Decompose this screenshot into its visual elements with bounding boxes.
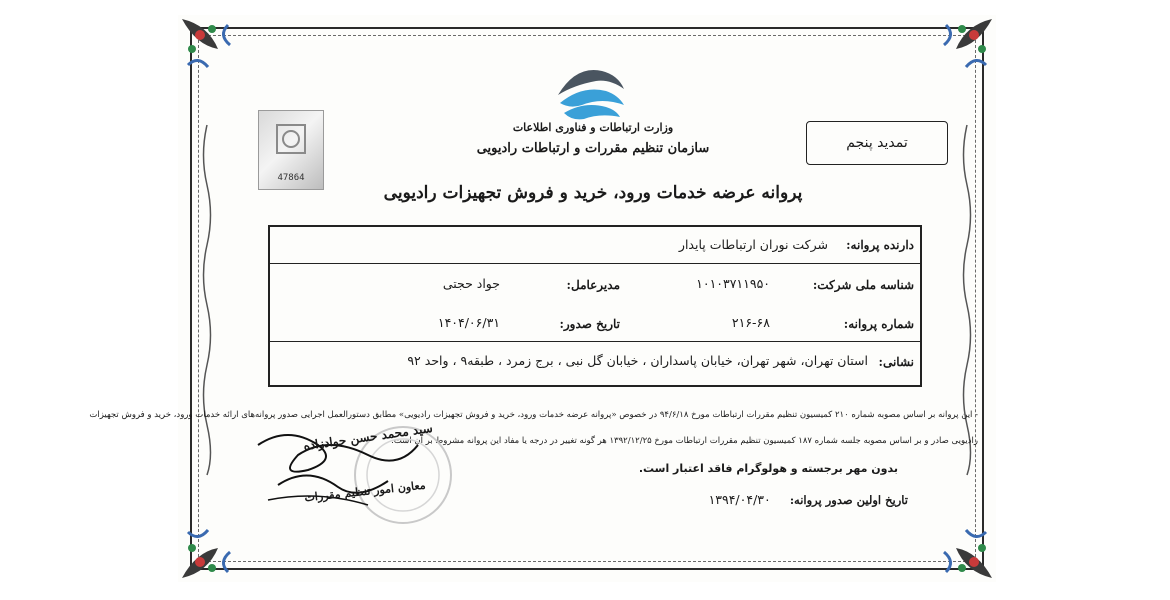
- side-ornament-icon: [960, 125, 974, 475]
- corner-ornament-icon: [926, 15, 996, 85]
- ministry-name: وزارت ارتباطات و فناوری اطلاعات: [512, 121, 674, 134]
- ceo-value: جواد حجتی: [442, 276, 500, 291]
- corner-ornament-icon: [178, 512, 248, 582]
- holder-value: شرکت نوران ارتباطات پایدار: [678, 237, 828, 252]
- table-row: [270, 227, 920, 264]
- signatory-title: معاون امور تنظیم مقررات: [303, 478, 427, 505]
- legal-note-line: رادیویی صادر و بر اساس مصوبه جلسه شماره ۱۸۷ کمیسیون تنظیم مقررات ارتباطات مورخ ۱۳۹۲/۱۲/۲۵ هر گونه تغییر در درجه یا مفاد این پروانه مشروط بر آن است.: [391, 436, 978, 446]
- legal-note-line: - این پروانه بر اساس مصوبه شماره ۲۱۰ کمیسیون تنظیم مقررات ارتباطات مورخ ۹۴/۶/۱۸ در خصوص «پروانه عرضه خدمات ورود، خرید و فروش تجهیزات رادیویی» مطابق دستورالعمل اجرایی صدور پروانه‌های ارائه خدمات ورود، خرید و فروش تجهیزات: [89, 410, 978, 420]
- national-id-label: شناسه ملی شرکت:: [812, 278, 914, 292]
- table-row: [270, 263, 920, 305]
- hologram-sticker: [258, 110, 324, 190]
- ceo-label: مدیرعامل:: [566, 278, 620, 292]
- renewal-badge: تمدید پنجم: [806, 121, 948, 165]
- corner-ornament-icon: [178, 15, 248, 85]
- issue-date-label: تاریخ صدور:: [559, 317, 620, 331]
- hologram-emblem-icon: [273, 121, 309, 157]
- holder-label: دارنده پروانه:: [846, 238, 914, 252]
- address-value: استان تهران، شهر تهران، خیابان پاسداران ، خیابان گل نبی ، برج زمرد ، طبقه۹ ، واحد ۹۲: [407, 353, 868, 368]
- validity-note: بدون مهر برجسته و هولوگرام فاقد اعتبار است.: [638, 462, 898, 475]
- issue-date-value: ۱۴۰۴/۰۶/۳۱: [437, 315, 500, 330]
- organization-name: سازمان تنظیم مقررات و ارتباطات رادیویی: [476, 141, 710, 156]
- certificate-title: پروانه عرضه خدمات ورود، خرید و فروش تجهیزات رادیویی: [383, 183, 803, 203]
- table-row: [270, 341, 920, 385]
- first-issue-label: تاریخ اولین صدور پروانه:: [789, 493, 908, 507]
- license-certificate: [89, 15, 996, 582]
- license-number-value: ۲۱۶-۶۸: [731, 315, 770, 330]
- license-number-label: شماره پروانه:: [843, 317, 914, 331]
- signatory-name: سید محمد حسن جوادزاده: [302, 421, 434, 453]
- license-info-table: [268, 225, 922, 387]
- corner-ornament-icon: [926, 512, 996, 582]
- side-ornament-icon: [200, 125, 214, 475]
- address-label: نشانی:: [878, 355, 914, 369]
- first-issue-value: ۱۳۹۴/۰۴/۳۰: [708, 492, 771, 507]
- national-id-value: ۱۰۱۰۳۷۱۱۹۵۰: [696, 276, 770, 291]
- first-issue-row: [608, 489, 908, 508]
- hologram-number: 47864: [277, 173, 305, 183]
- table-row: [270, 305, 920, 342]
- cra-logo-icon: [552, 55, 630, 127]
